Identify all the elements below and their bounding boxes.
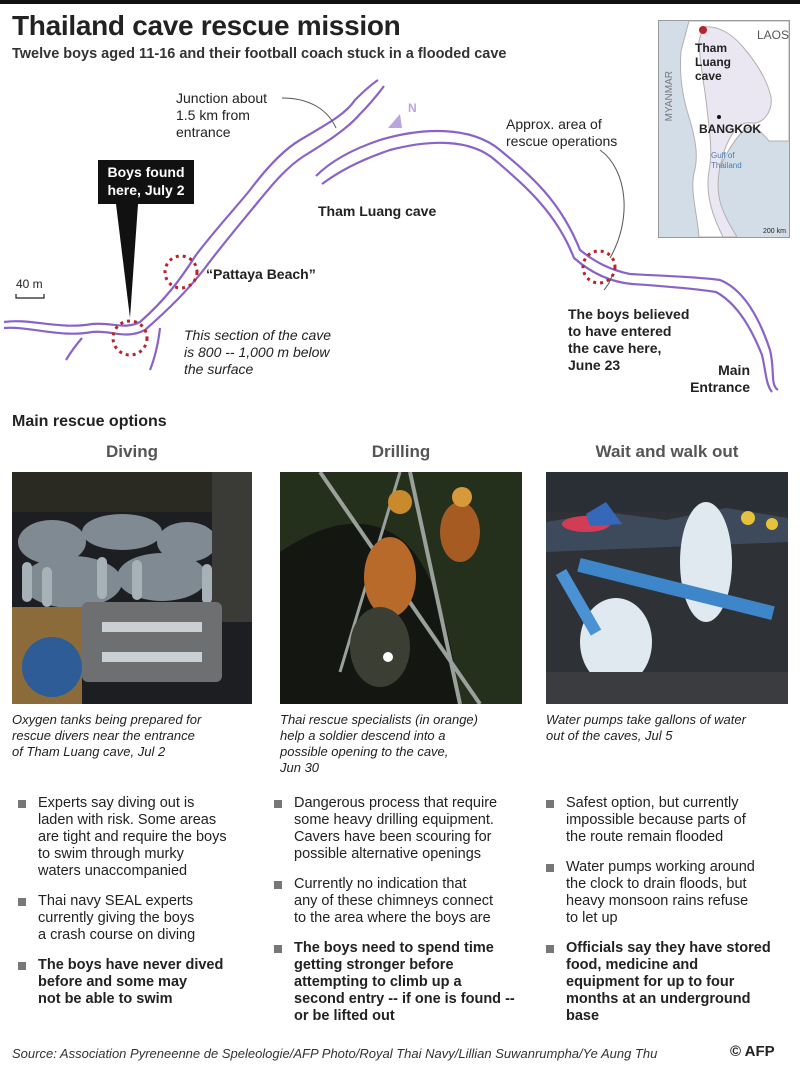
caption-wait: Water pumps take gallons of water out of the caves, Jul 5 (546, 712, 746, 743)
page-subtitle: Twelve boys aged 11-16 and their football coach stuck in a flooded cave (12, 46, 507, 62)
inset-map (658, 20, 790, 238)
afp-logo: © AFP (730, 1043, 775, 1060)
bullet-item: Dangerous process that require some heavy drilling equipment. Cavers have been scouring for possible alternative openings (270, 795, 532, 863)
bullet-item: Officials say they have stored food, medicine and equipment for up to four months at an underground base (542, 940, 798, 1025)
pattaya-beach-label: “Pattaya Beach” (206, 266, 316, 282)
option-heading-drilling: Drilling (371, 442, 431, 461)
inset-scale-label: 200 km (763, 228, 786, 235)
inset-laos-label: LAOS (757, 28, 790, 42)
junction-label: Junction about 1.5 km from entrance (176, 90, 268, 140)
bullet-item: Safest option, but currently impossible because parts of the route remain flooded (542, 795, 798, 846)
inset-gulf-label: Gulf of Thailand (711, 151, 742, 170)
rescue-area-leader (600, 150, 624, 258)
photo-water-pumps (546, 472, 788, 704)
top-rule (0, 0, 800, 4)
north-arrow-icon (388, 114, 402, 128)
bullets-drilling (270, 795, 532, 1038)
option-heading-diving: Diving (106, 442, 158, 461)
bullets-diving (14, 795, 264, 1021)
inset-myanmar-label: MYANMAR (664, 71, 675, 122)
boys-found-callout: Boys found here, July 2 (98, 160, 194, 204)
cave-name-label: Tham Luang cave (318, 203, 437, 219)
section-title: Main rescue options (12, 413, 167, 430)
photo-oxygen-tanks (12, 472, 252, 704)
bullet-item: Experts say diving out is laden with risk. Some areas are tight and require the boys to swim through murky waters unaccompanied (14, 795, 264, 880)
caption-diving: Oxygen tanks being prepared for rescue divers near the entrance of Tham Luang cave, Jul 2 (12, 712, 202, 759)
boys-found-pointer (116, 204, 138, 318)
bullets-wait (542, 795, 798, 1038)
bullet-item: Water pumps working around the clock to drain floods, but heavy monsoon rains refuse to let up (542, 859, 798, 927)
depth-label: This section of the cave is 800 -- 1,000 m below the surface (184, 327, 332, 377)
bullet-item: Currently no indication that any of these chimneys connect to the area where the boys are (270, 876, 532, 927)
bullet-item: Thai navy SEAL experts currently giving the boys a crash course on diving (14, 893, 264, 944)
caption-drilling: Thai rescue specialists (in orange) help a soldier descend into a possible opening to the cave, Jun 30 (280, 712, 478, 775)
bullet-item: The boys have never dived before and some may not be able to swim (14, 957, 264, 1008)
photo-drilling (280, 472, 522, 704)
option-heading-wait: Wait and walk out (595, 442, 739, 461)
bullet-item: The boys need to spend time getting stronger before attempting to climb up a second entry -- if one is found -- or be lifted out (270, 940, 532, 1025)
north-label: N (408, 101, 417, 115)
inset-cave-label: Tham Luang cave (695, 41, 731, 83)
scale-bar-icon (16, 294, 44, 298)
rescue-area-label: Approx. area of rescue operations (506, 116, 618, 149)
inset-bangkok-dot (717, 115, 721, 119)
inset-bangkok-label: BANGKOK (699, 122, 761, 136)
source-credit: Source: Association Pyreneenne de Speleologie/AFP Photo/Royal Thai Navy/Lillian Suwanrumpha/Ye Aung Thu (12, 1046, 658, 1061)
main-entrance-label: Main Entrance (690, 362, 750, 395)
entered-label: The boys believed to have entered the cave here, June 23 (568, 306, 690, 373)
scale-label: 40 m (16, 277, 43, 291)
page-title: Thailand cave rescue mission (12, 10, 401, 41)
inset-cave-dot (699, 26, 707, 34)
